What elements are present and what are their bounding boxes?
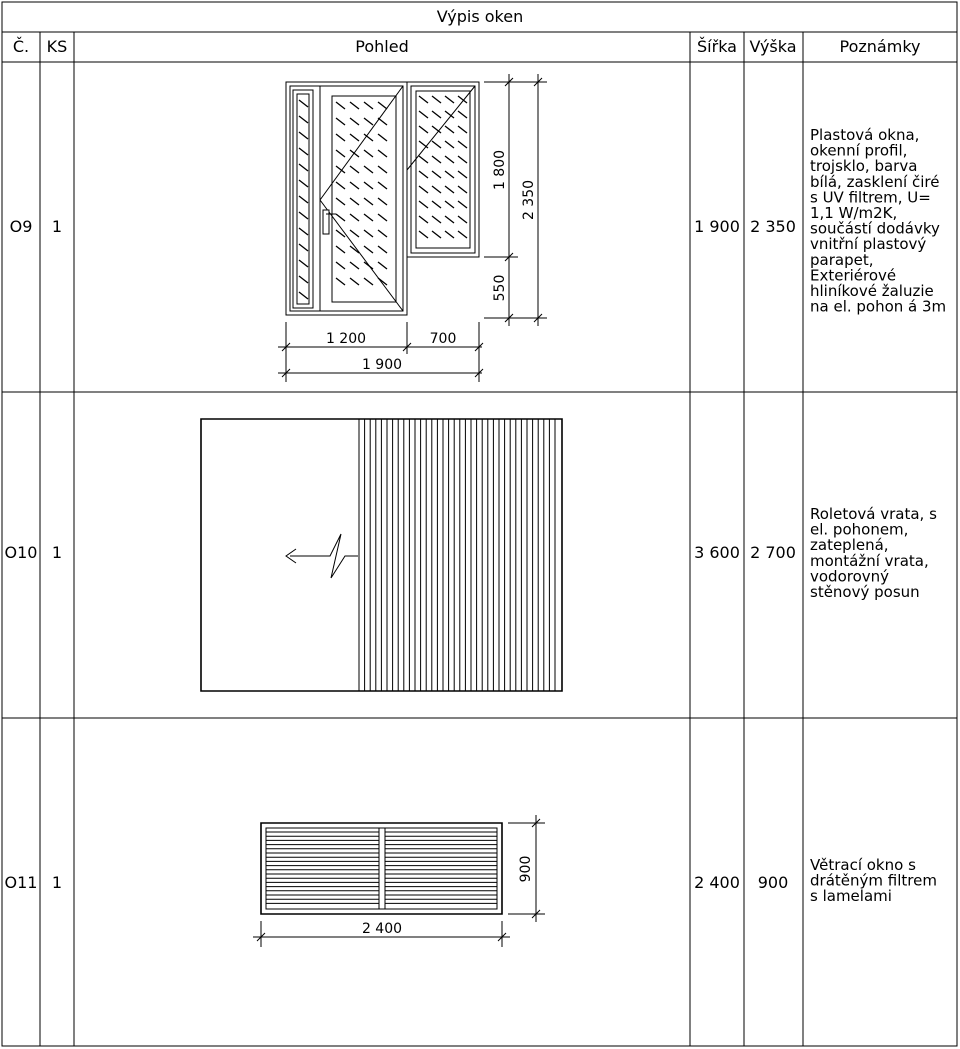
note-line: 1,1 W/m2K, xyxy=(810,204,898,222)
glass-hatch-mark xyxy=(458,156,467,163)
row-vyska: 2 350 xyxy=(750,217,796,236)
glass-hatch-mark xyxy=(432,216,441,223)
glass-hatch-mark xyxy=(350,246,359,253)
note-line: vnitřní plastový xyxy=(810,235,927,254)
glass-hatch-mark xyxy=(299,148,308,155)
glass-hatch-mark xyxy=(458,141,467,148)
slide-direction-arrow xyxy=(290,534,358,578)
glass-hatch-mark xyxy=(378,150,387,157)
row-ks: 1 xyxy=(51,543,63,562)
glass-hatch-mark xyxy=(299,260,308,267)
note-line: el. pohonem, xyxy=(810,520,909,539)
header-ks: KS xyxy=(46,37,68,56)
row-notes xyxy=(810,505,937,601)
glass-hatch-mark xyxy=(336,246,345,253)
glass-hatch-mark xyxy=(299,276,308,283)
note-line: vodorovný xyxy=(810,567,890,586)
note-line: Exteriérové xyxy=(810,266,897,285)
glass-hatch-mark xyxy=(299,180,308,187)
glass-hatch-mark xyxy=(299,116,308,123)
glass-hatch-mark xyxy=(378,182,387,189)
glass-hatch-mark xyxy=(445,96,454,103)
dim-width: 2 400 xyxy=(361,921,403,937)
table-row xyxy=(5,815,937,947)
glass-hatch-mark xyxy=(364,102,373,109)
glass-hatch-mark xyxy=(364,214,373,221)
glass-hatch-mark xyxy=(299,212,308,219)
row-notes xyxy=(810,126,946,316)
note-line: zateplená, xyxy=(810,536,889,555)
row-sirka: 1 900 xyxy=(694,217,740,236)
note-line: trojsklo, barva xyxy=(810,157,918,176)
glass-hatch-mark xyxy=(445,141,454,148)
glass-hatch-mark xyxy=(350,262,359,269)
glass-hatch-mark xyxy=(458,231,467,238)
glass-hatch-mark xyxy=(378,118,387,125)
glass-hatch-mark xyxy=(458,201,467,208)
glass-hatch-mark xyxy=(378,262,387,269)
glass-hatch-mark xyxy=(364,118,373,125)
glass-hatch-mark xyxy=(299,164,308,171)
glass-hatch-mark xyxy=(458,126,467,133)
note-line: hliníkové žaluzie xyxy=(810,282,934,300)
glass-hatch-mark xyxy=(336,102,345,109)
glass-hatch-mark xyxy=(419,186,428,193)
dim-right-width: 700 xyxy=(429,331,457,347)
header-sirka: Šířka xyxy=(697,37,737,56)
glass-hatch-mark xyxy=(364,278,373,285)
glass-hatch-mark xyxy=(378,166,387,173)
window-door-drawing xyxy=(286,82,479,315)
glass-hatch-mark xyxy=(336,214,345,221)
note-line: součástí dodávky xyxy=(810,219,940,238)
glass-hatch-mark xyxy=(336,278,345,285)
glass-hatch-mark xyxy=(458,171,467,178)
glass-hatch-mark xyxy=(419,96,428,103)
glass-hatch-mark xyxy=(350,102,359,109)
glass-hatch-mark xyxy=(336,198,345,205)
glass-hatch-mark xyxy=(432,141,441,148)
glass-hatch-mark xyxy=(336,118,345,125)
glass-hatch-mark xyxy=(445,186,454,193)
glass-hatch-mark xyxy=(336,262,345,269)
row-notes xyxy=(810,856,937,905)
header-pohled: Pohled xyxy=(355,37,409,56)
glass-hatch-mark xyxy=(419,171,428,178)
glass-hatch-mark xyxy=(378,230,387,237)
glass-hatch-mark xyxy=(419,216,428,223)
glass-hatch-mark xyxy=(432,96,441,103)
glass-hatch-mark xyxy=(378,198,387,205)
glass-hatch-mark xyxy=(419,126,428,133)
row-vyska: 2 700 xyxy=(750,543,796,562)
glass-hatch-mark xyxy=(350,182,359,189)
glass-hatch-mark xyxy=(445,126,454,133)
row-cislo: O10 xyxy=(4,543,38,562)
gate-slats xyxy=(359,419,555,691)
glass-hatch-mark xyxy=(350,134,359,141)
dim-window-height: 1 800 xyxy=(492,149,508,191)
header-vyska: Výška xyxy=(749,37,797,56)
header-poznamky: Poznámky xyxy=(839,37,921,56)
glass-hatch-mark xyxy=(432,171,441,178)
glass-hatch-mark xyxy=(432,111,441,118)
note-line: bílá, zasklení čiré xyxy=(810,172,940,191)
table-title: Výpis oken xyxy=(436,7,524,26)
glass-hatch-mark xyxy=(445,201,454,208)
dim-total-height: 2 350 xyxy=(521,179,537,221)
glass-hatch-mark xyxy=(458,186,467,193)
glass-hatch-mark xyxy=(364,198,373,205)
glass-hatch-mark xyxy=(299,228,308,235)
glass-hatch-mark xyxy=(445,231,454,238)
glass-hatch-mark xyxy=(350,118,359,125)
note-line: Plastová okna, xyxy=(810,126,920,144)
glass-hatch-mark xyxy=(350,278,359,285)
table-row xyxy=(10,74,947,382)
glass-hatch-mark xyxy=(364,246,373,253)
glass-hatch-mark xyxy=(432,156,441,163)
dim-height: 900 xyxy=(518,855,534,883)
glass-hatch-mark xyxy=(419,231,428,238)
row-cislo: O9 xyxy=(9,217,33,236)
row-vyska: 900 xyxy=(757,873,789,892)
row-sirka: 2 400 xyxy=(694,873,740,892)
glass-hatch-mark xyxy=(364,166,373,173)
glass-hatch-mark xyxy=(432,186,441,193)
glass-hatch-mark xyxy=(419,111,428,118)
glass-hatch-mark xyxy=(378,214,387,221)
glass-hatch-mark xyxy=(364,230,373,237)
dim-total-width: 1 900 xyxy=(361,357,403,373)
note-line: Větrací okno s xyxy=(810,856,916,874)
dim-left-width: 1 200 xyxy=(325,331,367,347)
glass-hatch-mark xyxy=(350,150,359,157)
glass-hatch-mark xyxy=(336,134,345,141)
note-line: na el. pohon á 3m xyxy=(810,297,947,316)
glass-hatch-mark xyxy=(350,214,359,221)
header-cislo: Č. xyxy=(12,37,30,56)
glass-hatch-mark xyxy=(432,231,441,238)
vent-louvres xyxy=(266,832,497,903)
note-line: drátěným filtrem xyxy=(810,871,937,890)
glass-hatch-mark xyxy=(299,196,308,203)
table-row xyxy=(5,419,938,691)
glass-hatch-mark xyxy=(432,201,441,208)
row-ks: 1 xyxy=(51,873,63,892)
glass-hatch-mark xyxy=(364,150,373,157)
note-line: montážní vrata, xyxy=(810,551,929,570)
glass-hatch-mark xyxy=(445,171,454,178)
glass-hatch-mark xyxy=(419,141,428,148)
glass-hatch-mark xyxy=(350,166,359,173)
note-line: s UV filtrem, U= xyxy=(810,188,931,207)
glass-hatch-mark xyxy=(378,246,387,253)
glass-hatch-mark xyxy=(419,201,428,208)
row-cislo: O11 xyxy=(4,873,38,892)
dimension-lines xyxy=(278,74,547,382)
glass-hatch-mark xyxy=(350,230,359,237)
glass-hatch-mark xyxy=(299,244,308,251)
glass-hatch-mark xyxy=(378,134,387,141)
note-line: parapet, xyxy=(810,250,874,269)
glass-hatch-mark xyxy=(336,150,345,157)
glass-hatch-mark xyxy=(419,156,428,163)
row-ks: 1 xyxy=(51,217,63,236)
glass-hatch-mark xyxy=(364,262,373,269)
note-line: stěnový posun xyxy=(810,583,920,601)
dim-parapet-height: 550 xyxy=(492,274,508,302)
glass-hatch-mark xyxy=(364,182,373,189)
glass-hatch-mark xyxy=(458,111,467,118)
note-line: s lamelami xyxy=(810,887,892,906)
glass-hatch-mark xyxy=(336,182,345,189)
glass-hatch-mark xyxy=(299,100,308,107)
glass-hatch-mark xyxy=(378,102,387,109)
glass-hatch-mark xyxy=(350,198,359,205)
glass-hatch-mark xyxy=(445,156,454,163)
glass-hatch-mark xyxy=(299,132,308,139)
glass-hatch-mark xyxy=(458,216,467,223)
note-line: okenní profil, xyxy=(810,141,908,160)
glass-hatch-mark xyxy=(445,216,454,223)
glass-hatch-mark xyxy=(299,292,308,299)
row-sirka: 3 600 xyxy=(694,543,740,562)
note-line: Roletová vrata, s xyxy=(810,505,937,523)
